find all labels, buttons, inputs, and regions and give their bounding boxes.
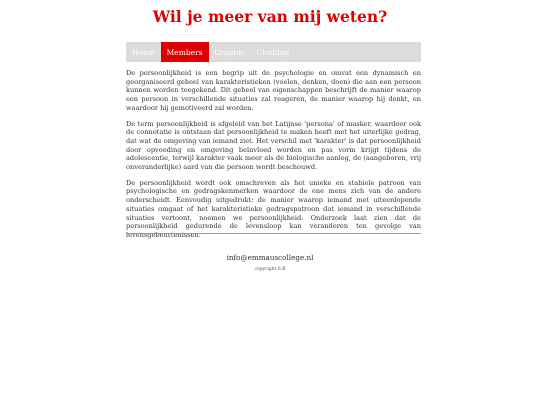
footer-divider [126, 233, 421, 234]
page-title: Wil je meer van mij weten? [152, 7, 388, 26]
paragraph-description: De persoonlijkheid wordt ook omschreven als het unieke en stabiele patroon van psychologische en gedragskenmerken waardoor de ene mens zich van de andere onderscheidt. Eenvoudig uitgedrukt: de manier waarop iemand met uiteenlopende situaties omgaat of het karakteristieke gedragspatroon dat iemand in verschillende situaties vertoont, noemen we persoonlijkheid. Onderzoek laat zien dat de persoonlijkheid gedurende de levensloop kan veranderen ten gevolge van levensgebeurtenissen. [126, 178, 421, 239]
nav-item-graphic[interactable]: Graphic [214, 47, 245, 57]
paragraph-definition: De persoonlijkheid is een begrip uit de psychologie en omvat een dynamisch en georganiseerd geheel van karakteristieken (voelen, denken, doen) die aan een persoon kunnen worden toegekend. Dit geheel van eigenschappen beschrijft de manier waarop een persoon in verschillende situaties zal reageren, de manier waarop hij denkt, en waardoor hij gemotiveerd zal worden. [126, 69, 421, 112]
nav-item-home[interactable]: Home [132, 47, 155, 57]
nav-item-clothing[interactable]: Clothing [256, 47, 290, 57]
main-nav [126, 42, 421, 62]
paragraph-etymology: De term persoonlijkheid is afgeleid van het Latijnse 'persona' of masker, waardoor ook de connotatie is ontstaan dat persoonlijkheid te maken heeft met het uiterlijke gedrag, dat wat de omgeving van iemand ziet. Het verschil met 'karakter' is dat persoonlijkheid door opvoeding en omgeving beïnvloed worden en pas vorm krijgt tijdens de adolescentie, terwijl karakter vaak meer als de biologische aanleg, de (aangeboren, vrij onveranderlijke) aard van die persoon wordt beschouwd. [126, 119, 421, 172]
contact-email: info@emmauscollege.nl [226, 253, 314, 262]
nav-item-members[interactable]: Members [161, 42, 209, 62]
main-content [126, 69, 421, 247]
copyright-text: copyright S.B [254, 267, 286, 272]
